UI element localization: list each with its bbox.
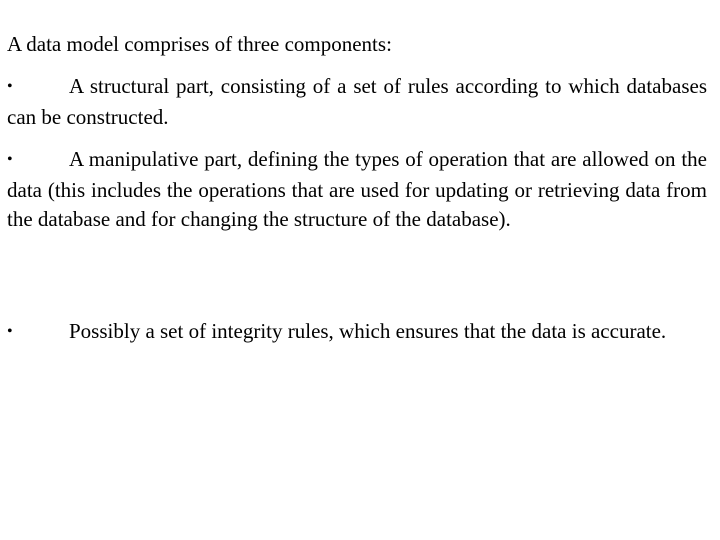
intro-text: A data model comprises of three components:: [7, 32, 392, 56]
list-item-text: A structural part, consisting of a set of rules according to which databases can be constructed.: [7, 74, 707, 129]
list-item-text: Possibly a set of integrity rules, which ensures that the data is accurate.: [69, 319, 667, 343]
bullet-icon: •: [7, 151, 13, 168]
bullet-icon: •: [7, 323, 13, 340]
list-item-manipulative: [7, 145, 707, 234]
list-item-integrity: [7, 317, 707, 348]
bullet-icon: •: [7, 78, 13, 95]
list-item-structural: [7, 72, 707, 132]
list-item-text: A manipulative part, defining the types of operation that are allowed on the data (this includes the operations that are used for updating or retrieving data from the database and for changing the structure of the database).: [7, 147, 707, 231]
